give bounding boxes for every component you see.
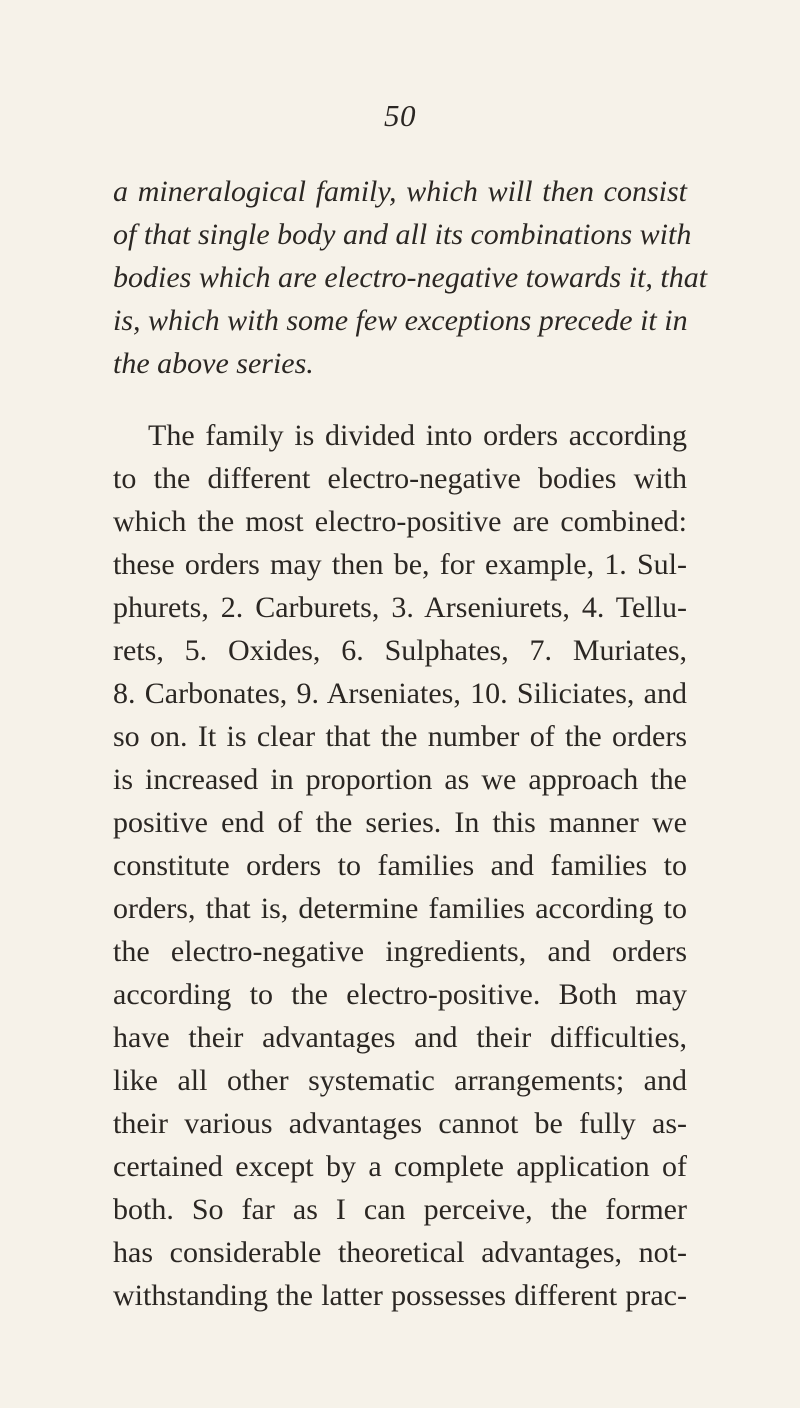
text-line: constitute orders to families and families to (113, 849, 687, 882)
text-line: the above series. (113, 347, 314, 380)
text-line: orders, that is, determine families according to (113, 892, 687, 925)
text-line: their various advantages cannot be fully as- (113, 1107, 687, 1140)
text-line: so on. It is clear that the number of the orders (113, 720, 687, 753)
text-line: according to the electro-positive. Both may (113, 978, 687, 1011)
text-line: these orders may then be, for example, 1. Sul- (113, 548, 687, 581)
text-line: 8. Carbonates, 9. Arseniates, 10. Siliciates, and (113, 677, 687, 710)
text-line: have their advantages and their difficulties, (113, 1021, 687, 1054)
text-line: has considerable theoretical advantages, not- (113, 1236, 687, 1269)
text-line: withstanding the latter possesses different prac- (113, 1279, 687, 1312)
text-line: both. So far as I can perceive, the former (113, 1193, 687, 1226)
text-line: phurets, 2. Carburets, 3. Arseniurets, 4. Tellu- (113, 591, 687, 624)
text-line: the electro-negative ingredients, and orders (113, 935, 687, 968)
text-line: The family is divided into orders according (148, 419, 687, 452)
text-line: positive end of the series. In this manner we (113, 806, 687, 839)
page-number: 50 (384, 98, 416, 133)
text-line: is increased in proportion as we approach the (113, 763, 687, 796)
text-line: rets, 5. Oxides, 6. Sulphates, 7. Muriates, (113, 634, 687, 667)
text-line: bodies which are electro-negative towards it, that (113, 261, 708, 294)
text-line: is, which with some few exceptions precede it in (113, 304, 688, 337)
text-line: certained except by a complete application of (113, 1150, 687, 1183)
text-line: a mineralogical family, which will then consist (113, 175, 687, 208)
text-line: which the most electro-positive are combined: (113, 505, 687, 538)
text-line: of that single body and all its combinations with (113, 218, 692, 251)
text-line: to the different electro-negative bodies with (113, 462, 687, 495)
text-line: like all other systematic arrangements; and (113, 1064, 687, 1097)
